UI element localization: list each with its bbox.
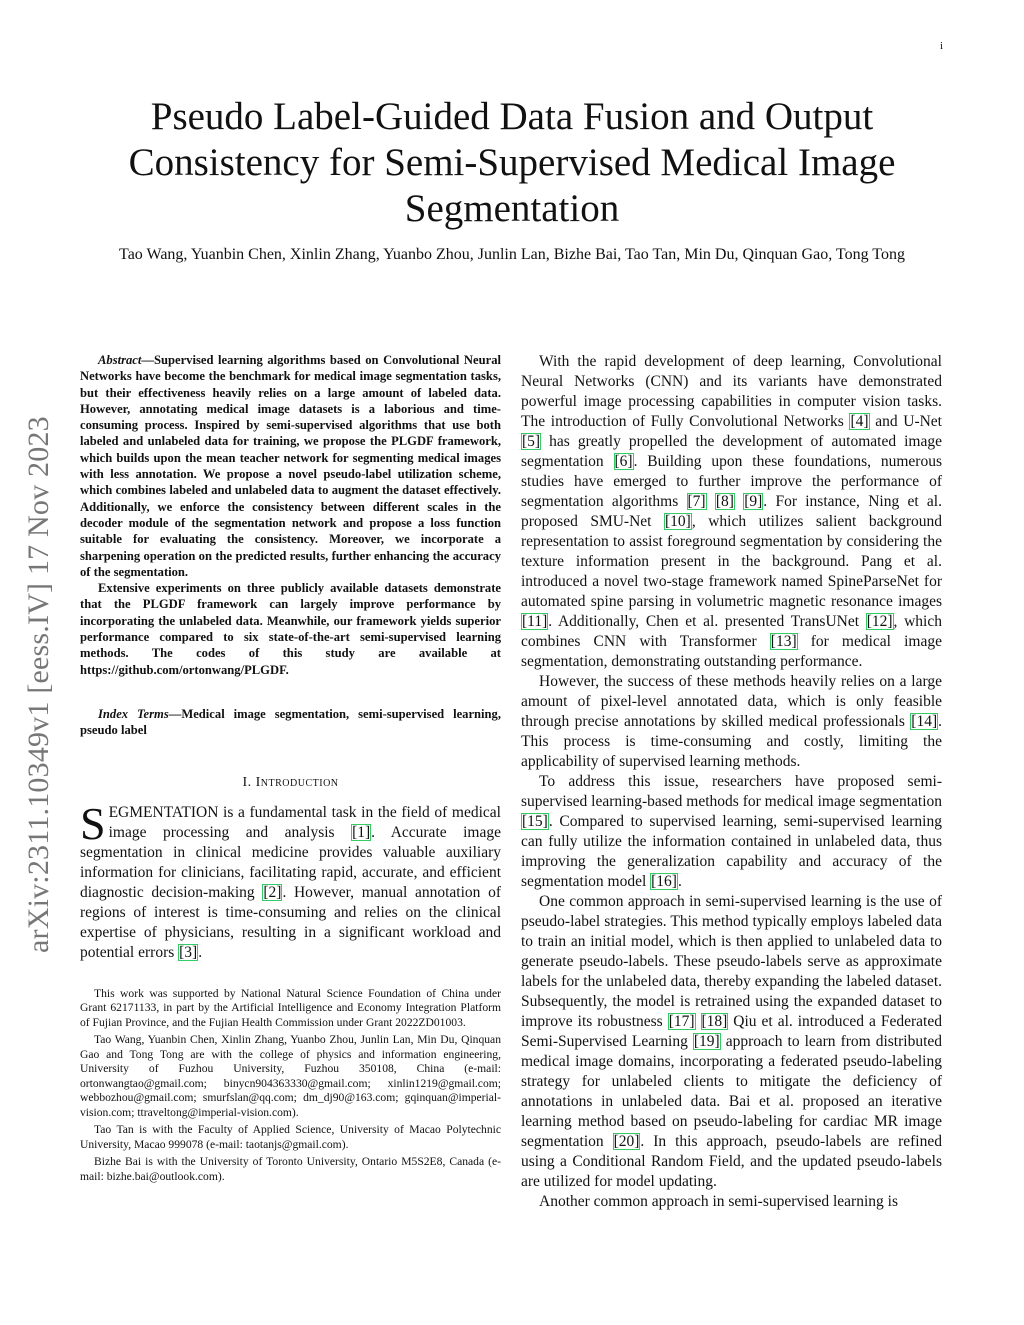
citation-link[interactable]: [5]: [522, 433, 541, 450]
body-text: . Compared to supervised learning, semi-supervised learning can fully utilize the information contained in unlabeled data, thus improving the generalization capability and accuracy of the segmentation model: [521, 813, 942, 890]
body-text: . This process is time-consuming and costly, limiting the applicability of supervised learning methods.: [521, 713, 942, 770]
body-text: [707, 493, 715, 510]
section-heading: [80, 773, 501, 793]
intro-paragraph: [80, 797, 501, 963]
body-text: . Building upon these foundations, numerous studies have emerged to further improve the performance of segmentation algorithms: [521, 453, 942, 510]
drop-cap: S: [80, 797, 106, 849]
body-paragraph: [521, 772, 942, 892]
body-text: for medical image segmentation, demonstrating outstanding performance.: [521, 633, 942, 670]
left-column: [80, 352, 501, 1187]
body-text: , which combines CNN with Transformer: [521, 613, 942, 650]
author-list: Tao Wang, Yuanbin Chen, Xinlin Zhang, Yuanbo Zhou, Junlin Lan, Bizhe Bai, Tao Tan, Min Du, Qinquan Gao, Tong Tong: [119, 246, 905, 263]
citation-link[interactable]: [15]: [522, 813, 548, 830]
paper-title: Pseudo Label-Guided Data Fusion and Output Consistency for Semi-Supervised Medical Image Segmentation: [128, 95, 896, 230]
page-number: i: [940, 40, 944, 52]
intro-text: . Accurate image segmentation in clinical medicine provides valuable auxiliary information for clinicians, facilitating rapid, accurate, and efficient diagnostic decision-making: [80, 823, 501, 901]
footnote-funding: This work was supported by National Natural Science Foundation of China under Grant 62171133, in part by the Artificial Intelligence and Economy Integration Platform of Fujian Province, and the Fujian Health Commission under Grant 2022ZD01003.: [80, 986, 501, 1029]
citation-link[interactable]: [3]: [179, 943, 198, 961]
abstract-paragraph-1: Abstract—Supervised learning algorithms based on Convolutional Neural Networks have become the benchmark for medical image segmentation tasks, but their effectiveness heavily relies on a large amount of labeled data. However, annotating medical image datasets is a laborious and time-consuming process. Inspired by semi-supervised algorithms that use both labeled and unlabeled data for training, we propose the PLGDF framework, which builds upon the mean teacher network for segmenting medical images with less annotation. We propose a novel pseudo-label utilization scheme, which combines labeled and unlabeled data to augment the dataset effectively. Additionally, we enforce the consistency between different scales in the decoder module of the segmentation network and propose a loss function suitable for evaluating the consistency. Moreover, we incorporate a sharpening operation on the predicted results, further enhancing the accuracy of the segmentation.: [80, 353, 501, 579]
citation-link[interactable]: [6]: [614, 453, 633, 470]
body-text: . For instance, Ning et al. proposed SMU-Net: [521, 493, 942, 530]
right-column: [521, 352, 942, 1212]
citation-link[interactable]: [20]: [613, 1133, 640, 1150]
body-paragraph: [521, 892, 942, 1192]
abstract-text-1: Supervised learning algorithms based on Convolutional Neural Networks have become the benchmark for medical image segmentation tasks, but their effectiveness heavily relies on a large amount of labeled data. However, annotating medical image datasets is a laborious and time-consuming process. Inspired by semi-supervised algorithms that use both labeled and unlabeled data for training, we propose the PLGDF framework, which builds upon the mean teacher network for segmenting medical images with less annotation. We propose a novel pseudo-label utilization scheme, which combines labeled and unlabeled data to augment the dataset effectively. Additionally, we enforce the consistency between different scales in the decoder module of the segmentation network and propose a loss function suitable for evaluating the consistency. Moreover, we incorporate a sharpening operation on the predicted results, further enhancing the accuracy of the segmentation.: [80, 353, 501, 579]
index-terms-text: Medical image segmentation, semi-supervised learning, pseudo label: [80, 706, 501, 738]
intro-text: . However, manual annotation of regions of interest is time-consuming and relies on the clinical expertise of physicians, resulting in a significant workload and potential errors: [80, 883, 501, 961]
body-text: [696, 1013, 701, 1030]
citation-link[interactable]: [2]: [263, 883, 282, 901]
citation-link[interactable]: [19]: [693, 1033, 720, 1050]
citation-link[interactable]: [7]: [687, 493, 706, 510]
body-text: . In this approach, pseudo-labels are refined using a Conditional Random Field, and the updated pseudo-labels are utilized for model updating.: [521, 1133, 942, 1190]
abstract-paragraph-2: Extensive experiments on three publicly available datasets demonstrate that the PLGDF framework can largely improve performance by incorporating the unlabeled data. Meanwhile, our framework yields superior performance compared to six state-of-the-art semi-supervised learning methods. The codes of this study are available at https://github.com/ortonwang/PLGDF.: [80, 581, 501, 677]
citation-link[interactable]: [18]: [701, 1013, 728, 1030]
citation-link[interactable]: [12]: [866, 613, 893, 630]
body-paragraph: [521, 672, 942, 772]
body-text: . Additionally, Chen et al. presented TransUNet: [548, 613, 866, 630]
body-text: With the rapid development of deep learning, Convolutional Neural Networks (CNN) and its variants have demonstrated powerful image processing capabilities in computer vision tasks. The introduction of Fully Convolutional Networks: [521, 353, 942, 430]
body-text: [735, 493, 743, 510]
body-text: Another common approach in semi-supervised learning is: [539, 1193, 898, 1210]
citation-link[interactable]: [17]: [668, 1013, 695, 1030]
body-text: One common approach in semi-supervised learning is the use of pseudo-label strategies. This method typically employs labeled data to train an initial model, which is then applied to unlabeled data to generate pseudo-labels. These pseudo-labels serve as approximate labels for the unlabeled data, thereby expanding the labeled dataset. Subsequently, the model is retrained using the expanded dataset to improve its robustness: [521, 893, 942, 1030]
index-terms: Index Terms—Medical image segmentation, semi-supervised learning, pseudo label: [80, 706, 501, 738]
citation-link[interactable]: [14]: [911, 713, 938, 730]
citation-link[interactable]: [1]: [352, 823, 371, 841]
section-name: Introduction: [255, 774, 339, 790]
body-text: Qiu et al. introduced a Federated Semi-Supervised Learning: [521, 1013, 942, 1050]
citation-link[interactable]: [10]: [664, 513, 691, 530]
arxiv-stamp: arXiv:2311.10349v1 [eess.IV] 17 Nov 2023: [22, 416, 55, 953]
section-number: I.: [242, 774, 252, 790]
citation-link[interactable]: [11]: [522, 613, 548, 630]
body-text: However, the success of these methods heavily relies on a large amount of pixel-level annotated data, which is only feasible through precise annotations by skilled medical professionals: [521, 673, 942, 730]
body-text: , which utilizes salient background representation to assist foreground segmentation by considering the texture information present in the background. Pang et al. introduced a novel two-stage framework named SpineParseNet for automated spine parsing in volumetric magnetic resonance images: [521, 513, 942, 610]
footnote-affiliation-macao: Tao Tan is with the Faculty of Applied Science, University of Macao Polytechnic University, Macao 999078 (e-mail: taotanjs@gmail.com).: [80, 1123, 501, 1151]
intro-text: .: [198, 943, 203, 961]
body-text: and U-Net: [869, 413, 942, 430]
footnotes: [80, 987, 501, 1185]
index-terms-label: Index Terms: [98, 706, 169, 721]
intro-text: EGMENTATION is a fundamental task in the field of medical image processing and analysis: [108, 803, 501, 841]
citation-link[interactable]: [16]: [651, 873, 677, 890]
body-text: To address this issue, researchers have proposed semi-supervised learning-based methods for medical image segmentation: [521, 773, 942, 810]
citation-link[interactable]: [8]: [715, 493, 734, 510]
body-paragraph: [521, 352, 942, 672]
abstract-label: Abstract: [98, 353, 142, 367]
footnote-affiliation-fuzhou: Tao Wang, Yuanbin Chen, Xinlin Zhang, Yuanbo Zhou, Junlin Lan, Min Du, Qinquan Gao and Tong Tong are with the college of physics and information engineering, University of Fuzhou University, Fuzhou 350108, China (e-mail: ortonwangtao@gmail.com; binycn904363330@gmail.com; xinlin1219@gmail.com; webbozhou@gmail.com; smurfslan@qq.com; dm_dj90@163.com; gqinquan@imperial-vision.com; ttraveltong@imperial-vision.com).: [80, 1033, 501, 1119]
citation-link[interactable]: [4]: [850, 413, 869, 430]
citation-link[interactable]: [9]: [744, 493, 763, 510]
body-text: approach to learn from distributed medical image domains, incorporating a federated pseudo-labeling strategy for unlabeled clients to mitigate the deficiency of annotations in unlabeled data. Bai et al. proposed an iterative learning method based on pseudo-labeling for cardiac MR image segmentation: [521, 1033, 942, 1150]
body-paragraph: [521, 1192, 942, 1212]
body-text: has greatly propelled the development of automated image segmentation: [521, 433, 942, 470]
citation-link[interactable]: [13]: [770, 633, 797, 650]
abstract: [80, 352, 501, 678]
body-text: .: [677, 873, 682, 890]
footnote-affiliation-toronto: Bizhe Bai is with the University of Toronto University, Ontario M5S2E8, Canada (e-mail: bizhe.bai@outlook.com).: [80, 1155, 501, 1183]
